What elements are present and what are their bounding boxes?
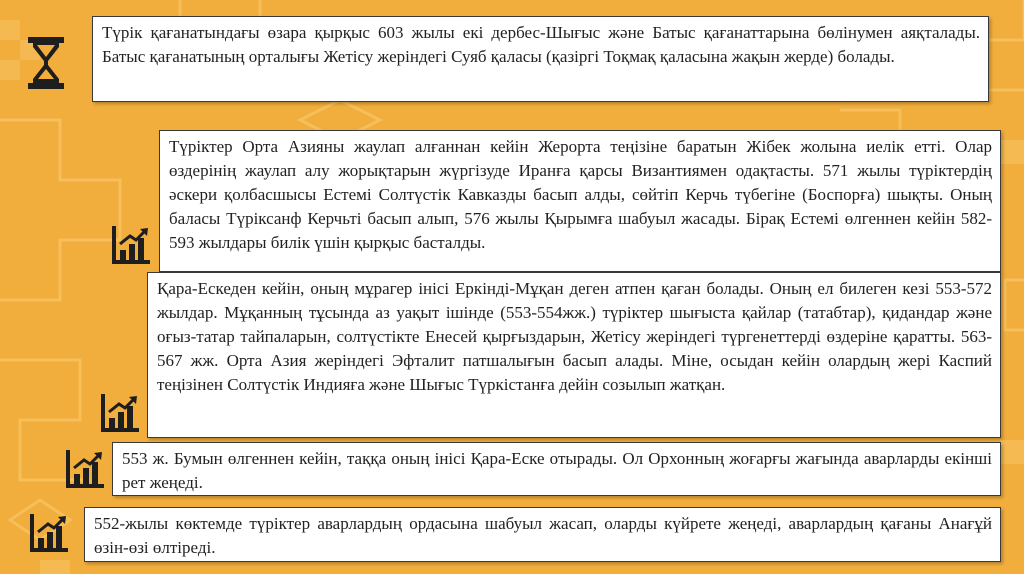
growth-chart-icon — [66, 448, 106, 488]
growth-chart-icon — [101, 392, 141, 432]
text-block-3: Қара-Ескеден кейін, оның мұрагер інісі Еркінді-Мұқан деген атпен қаған болады. Оның ел билеген кезі 553-572 жылдар. Мұқанның тұсында аз уақыт ішінде (553-554жж.) түріктер шығыста қайлар (татабтар), қидандар және оғыз-татар тайпаларын, солтүстікте Енесей қырғыздарын, Жетісу жеріндегі түргенеттерді өздеріне қаратты. 563-567 жж. Орта Азия жеріндегі Эфталит патшалығын басып алады. Міне, осыдан кейін олардың жері Каспий теңізінен Солтүстік Индияға және Шығыс Түркістанға дейін созылып жатқан. — [147, 272, 1001, 438]
hourglass-icon — [26, 35, 66, 91]
growth-chart-icon — [112, 224, 152, 264]
growth-chart-icon — [30, 512, 70, 552]
text-block-5: 552-жылы көктемде түріктер аварлардың ордасына шабуыл жасап, оларды күйрете жеңеді, аварлардың қағаны Анағұй өзін-өзі өлтіреді. — [84, 507, 1001, 562]
text-block-4: 553 ж. Бумын өлгеннен кейін, таққа оның інісі Қара-Еске отырады. Ол Орхонның жоғарғы жағында аварларды екінші рет жеңеді. — [112, 442, 1001, 496]
text-block-2: Түріктер Орта Азияны жаулап алғаннан кейін Жерорта теңізіне баратын Жібек жолына иелік етті. Олар өздерінің жаулап алу жорықтарын жүргізуде Иранға қарсы Византиямен одақтасты. 571 жылы түріктердің әскери қолбасшысы Естемі Солтүстік Кавказды басып алды, сөйтіп Керчь түбегіне (Боспорға) шықты. Оның баласы Түріксанф Керчьті басып алып, 576 жылы Қырымға шабуыл жасады. Бірақ Естемі өлгеннен кейін 582-593 жылдары билік үшін қырқыс басталды. — [159, 130, 1001, 272]
text-block-1: Түрік қағанатындағы өзара қырқыс 603 жылы екі дербес-Шығыс және Батыс қағанаттарына бөлінумен аяқталады. Батыс қағанатының орталығы Жетісу жеріндегі Суяб қаласы (қазіргі Тоқмақ қаласына жақын жерде) болады. — [92, 16, 989, 102]
